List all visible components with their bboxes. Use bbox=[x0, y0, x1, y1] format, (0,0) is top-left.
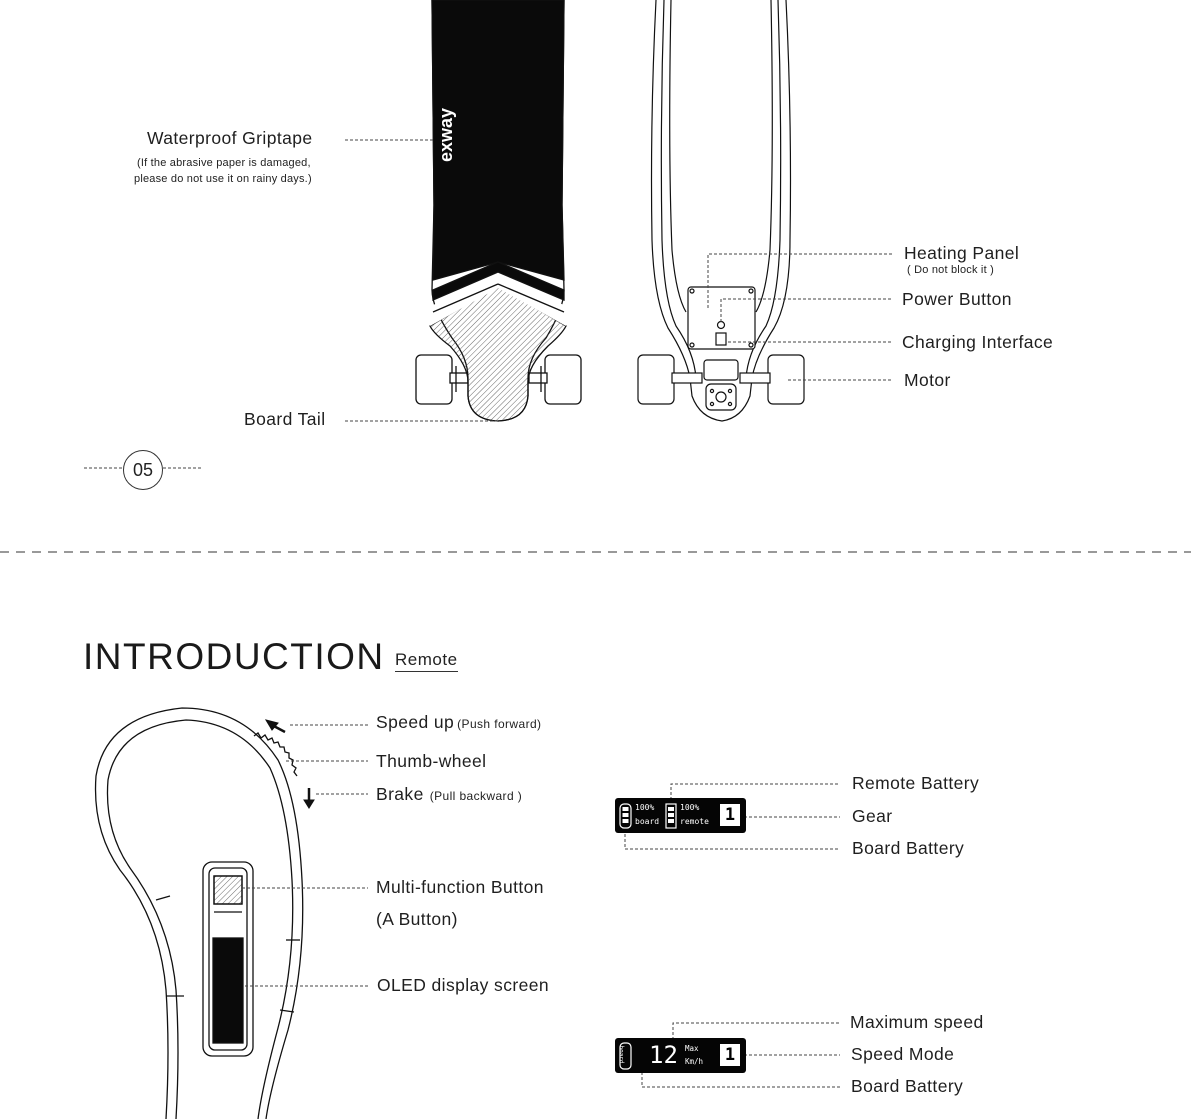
gear-label: Gear bbox=[852, 806, 893, 826]
remote-battery-label: Remote Battery bbox=[852, 773, 980, 793]
griptape-label: Waterproof Griptape bbox=[147, 128, 313, 148]
section-title: INTRODUCTION bbox=[83, 636, 385, 677]
board-battery-label-2: Board Battery bbox=[851, 1076, 964, 1096]
speed-up-note: (Push forward) bbox=[457, 717, 542, 731]
brake-note: (Pull backward ) bbox=[429, 789, 523, 803]
thumb-wheel-label: Thumb-wheel bbox=[376, 751, 487, 771]
board-tail-label: Board Tail bbox=[244, 409, 326, 429]
multi-function-button-label: Multi-function Button bbox=[376, 877, 544, 897]
vertical-board-word: board bbox=[617, 1045, 625, 1064]
speed-up-arrow-icon bbox=[266, 720, 285, 732]
motor-label: Motor bbox=[904, 370, 951, 390]
remote-word: remote bbox=[680, 817, 709, 826]
remote-battery-icon bbox=[665, 802, 677, 829]
remote-leader-lines bbox=[242, 725, 840, 1087]
speed-up-text: Speed up bbox=[376, 712, 455, 732]
board-pct: 100% bbox=[635, 803, 655, 812]
brake-label bbox=[376, 784, 522, 805]
multi-function-button-sub: (A Button) bbox=[376, 909, 458, 929]
brake-arrow-icon bbox=[304, 788, 314, 808]
griptape-note-line1: (If the abrasive paper is damaged, bbox=[137, 157, 311, 169]
section-subtitle: Remote bbox=[395, 650, 458, 672]
speed-value: 12 bbox=[649, 1041, 678, 1069]
brake-text: Brake bbox=[376, 784, 424, 804]
oled-display-label: OLED display screen bbox=[377, 975, 549, 995]
speed-unit: Km/h bbox=[685, 1057, 704, 1066]
board-top-view bbox=[416, 0, 581, 421]
board-battery-label-1: Board Battery bbox=[852, 838, 965, 858]
power-button-label: Power Button bbox=[902, 289, 1012, 309]
board-bottom-view bbox=[638, 0, 804, 421]
max-speed-label: Maximum speed bbox=[850, 1012, 984, 1032]
board-battery-icon bbox=[619, 802, 633, 829]
remote-illustration bbox=[96, 708, 303, 1119]
oled-display-battery bbox=[615, 798, 746, 833]
gear-value: 1 bbox=[720, 804, 740, 826]
griptape-note-line2: please do not use it on rainy days.) bbox=[134, 173, 312, 185]
speed-mode-value: 1 bbox=[720, 1044, 740, 1066]
remote-pct: 100% bbox=[680, 803, 700, 812]
board-word: board bbox=[635, 817, 660, 826]
page-number: 05 bbox=[123, 450, 163, 490]
speed-mode-label: Speed Mode bbox=[851, 1044, 955, 1064]
max-word: Max bbox=[685, 1044, 699, 1053]
charging-interface-label: Charging Interface bbox=[902, 332, 1054, 352]
heating-panel-note: ( Do not block it ) bbox=[907, 264, 994, 276]
exway-logo: exway bbox=[436, 107, 456, 162]
heating-panel-label: Heating Panel bbox=[904, 243, 1020, 263]
oled-display-speed bbox=[615, 1038, 746, 1073]
speed-up-label bbox=[376, 712, 541, 733]
